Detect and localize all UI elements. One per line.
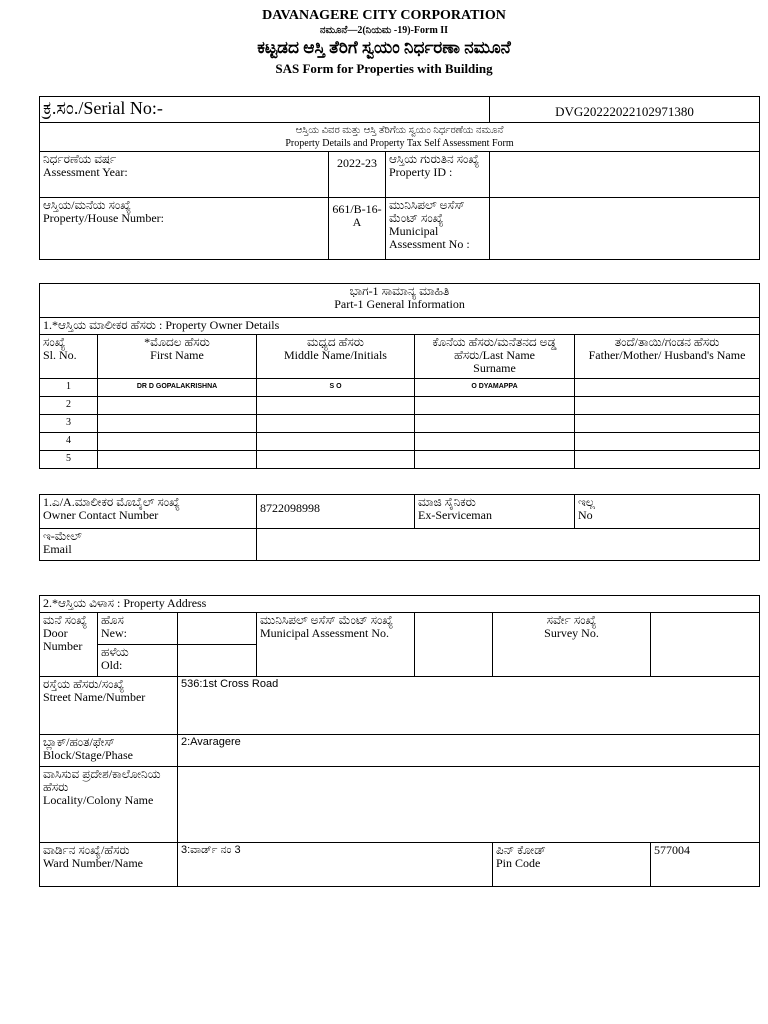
col-last-en: Surname [473, 361, 516, 375]
house-number-en: Property/House Number: [43, 211, 164, 225]
pin-kn: ಪಿನ್ ಕೋಡ್ [496, 843, 546, 857]
ex-val-kn: ಇಲ್ಲ [578, 495, 596, 509]
col-first-kn: *ಮೊದಲ ಹೆಸರು [144, 335, 210, 349]
corporation-name: DAVANAGERE CITY CORPORATION [262, 8, 506, 23]
house-number-value: 661/B-16-A [329, 198, 386, 260]
new-value [178, 613, 257, 645]
part1-heading-kn: ಭಾಗ-1 ಸಾಮಾನ್ಯ ಮಾಹಿತಿ [349, 284, 450, 298]
survey-no-value [651, 613, 760, 677]
municipal-assessment-label [257, 613, 415, 677]
ward-kn: ವಾರ್ಡಿನ ಸಂಖ್ಯೆ/ಹೆಸರು [43, 843, 130, 857]
street-value: 536:1st Cross Road [178, 677, 760, 735]
property-id-en: Property ID : [389, 165, 453, 179]
part1-heading [40, 284, 760, 318]
property-id-kn: ಆಸ್ತಿಯ ಗುರುತಿನ ಸಂಖ್ಯೆ [389, 152, 480, 166]
row-father-name [575, 451, 760, 469]
block-label [40, 735, 178, 767]
row-first-name: DR D GOPALAKRISHNA [98, 379, 257, 397]
municipal-no-kn: ಮುನಿಸಿಪಲ್ ಅಸೆಸ್ ಮೆಂಟ್ ಸಂಖ್ಯೆ [389, 198, 465, 225]
serial-label: ಕ್ರ.ಸಂ./Serial No:- [40, 97, 490, 123]
street-label [40, 677, 178, 735]
municipal-no-value [490, 198, 760, 260]
municipal-assessment-value [415, 613, 493, 677]
mobile-value: 8722098998 [257, 495, 415, 529]
ex-val-en: No [578, 508, 593, 522]
municipal-no-label [386, 198, 490, 260]
col-sl [40, 335, 98, 379]
house-number-label [40, 198, 329, 260]
email-label [40, 529, 257, 561]
locality-value [178, 767, 760, 843]
assessment-year-en: Assessment Year: [43, 165, 128, 179]
mobile-kn: 1.ಎ/A.ಮಾಲೀಕರ ಮೊಬೈಲ್ ಸಂಖ್ಯೆ [43, 495, 180, 509]
mun-en: Municipal Assessment No. [260, 626, 389, 640]
details-heading [40, 123, 760, 152]
email-en: Email [43, 542, 72, 556]
assessment-year-kn: ನಿರ್ಧರಣೆಯ ವರ್ಷ [43, 152, 117, 166]
municipal-no-en: Municipal Assessment No : [389, 224, 470, 251]
address-heading: 2.*ಆಸ್ತಿಯ ವಿಳಾಸ : Property Address [40, 596, 760, 613]
col-last-name [415, 335, 575, 379]
row-middle-name [257, 451, 415, 469]
assessment-year-value: 2022-23 [329, 152, 386, 198]
property-id-value [490, 152, 760, 198]
mobile-en: Owner Contact Number [43, 508, 159, 522]
mun-kn: ಮುನಿಸಿಪಲ್ ಅಸೆಸ್ ಮೆಂಟ್ ಸಂಖ್ಯೆ [260, 613, 394, 627]
row-father-name [575, 433, 760, 451]
col-first-name [98, 335, 257, 379]
old-label [98, 645, 178, 677]
table-row [40, 379, 760, 397]
survey-kn: ಸರ್ವೇ ಸಂಖ್ಯೆ [546, 613, 597, 627]
mobile-label [40, 495, 257, 529]
row-first-name [98, 397, 257, 415]
door-kn: ಮನೆ ಸಂಖ್ಯೆ [43, 613, 88, 627]
col-sl-en: Sl. No. [43, 348, 77, 362]
row-father-name [575, 379, 760, 397]
property-details-table [39, 96, 760, 260]
new-label [98, 613, 178, 645]
col-middle-kn: ಮಧ್ಯದ ಹೆಸರು [307, 335, 364, 349]
street-en: Street Name/Number [43, 690, 146, 704]
details-heading-en: Property Details and Property Tax Self Assessment Form [285, 138, 514, 149]
form-title-kannada: ಕಟ್ಟಡದ ಆಸ್ತಿ ತೆರಿಗೆ ಸ್ವಯಂ ನಿರ್ಧರಣಾ ನಮೂನೆ [257, 38, 511, 57]
row-first-name [98, 415, 257, 433]
table-row [40, 433, 760, 451]
form-rule: ನಮೂನೆ—2(ನಿಯಮ -19)-Form II [319, 25, 449, 36]
col-father-kn: ತಂದೆ/ತಾಯಿ/ಗಂಡನ ಹೆಸರು [614, 335, 720, 349]
table-row [40, 397, 760, 415]
owner-details-table [39, 283, 760, 469]
ward-en: Ward Number/Name [43, 856, 143, 870]
row-first-name [98, 451, 257, 469]
col-middle-name [257, 335, 415, 379]
row-father-name [575, 397, 760, 415]
ward-label [40, 843, 178, 887]
table-row [40, 415, 760, 433]
row-sl: 3 [40, 415, 98, 433]
col-sl-kn: ಸಂಖ್ಯೆ [43, 335, 66, 349]
block-en: Block/Stage/Phase [43, 748, 133, 762]
row-last-name [415, 397, 575, 415]
ward-value: 3:ವಾರ್ಡ್ ನಂ 3 [178, 843, 493, 887]
email-kn: ಇ-ಮೇಲ್ [43, 529, 82, 543]
row-middle-name: S O [257, 379, 415, 397]
ex-serviceman-label [415, 495, 575, 529]
table-row [40, 451, 760, 469]
house-number-kn: ಆಸ್ತಿಯ/ಮನೆಯ ಸಂಖ್ಯೆ [43, 198, 132, 212]
part1-heading-en: Part-1 General Information [334, 297, 465, 311]
old-en: Old: [101, 658, 123, 672]
col-middle-en: Middle Name/Initials [284, 348, 387, 362]
locality-en: Locality/Colony Name [43, 793, 154, 807]
details-heading-kn: ಆಸ್ತಿಯ ವಿವರ ಮತ್ತು ಆಸ್ತಿ ತೆರಿಗೆಯ ಸ್ವಯಂ ನಿರ್ಧರಣೆಯ ನಮೂನೆ [295, 125, 504, 136]
row-last-name [415, 415, 575, 433]
row-sl: 1 [40, 379, 98, 397]
email-value [257, 529, 760, 561]
street-kn: ರಸ್ತೆಯ ಹೆಸರು/ಸಂಖ್ಯೆ [43, 677, 125, 691]
form-title-english: SAS Form for Properties with Building [275, 61, 493, 76]
ex-serviceman-value [575, 495, 760, 529]
pin-en: Pin Code [496, 856, 541, 870]
address-table [39, 595, 760, 887]
pin-code-label [493, 843, 651, 887]
ex-kn: ಮಾಜಿ ಸೈನಿಕರು [418, 495, 476, 509]
new-kn: ಹೊಸ [101, 613, 124, 627]
col-father-en: Father/Mother/ Husband's Name [588, 348, 746, 362]
row-last-name [415, 451, 575, 469]
survey-no-label [493, 613, 651, 677]
locality-kn: ವಾಸಿಸುವ ಪ್ರದೇಶ/ಕಾಲೋನಿಯ ಹೆಸರು [43, 767, 161, 794]
block-value: 2:Avaragere [178, 735, 760, 767]
owner-section-heading: 1.*ಆಸ್ತಿಯ ಮಾಲೀಕರ ಹೆಸರು : Property Owner Details [40, 318, 760, 335]
serial-value: DVG20222022102971380 [490, 97, 760, 123]
survey-en: Survey No. [544, 626, 599, 640]
row-middle-name [257, 397, 415, 415]
col-first-en: First Name [150, 348, 204, 362]
row-sl: 2 [40, 397, 98, 415]
door-number-label [40, 613, 98, 677]
pin-code-value: 577004 [651, 843, 760, 887]
col-father-name [575, 335, 760, 379]
row-first-name [98, 433, 257, 451]
door-en: Door Number [43, 626, 83, 653]
old-kn: ಹಳೆಯ [101, 645, 129, 659]
row-sl: 4 [40, 433, 98, 451]
row-father-name [575, 415, 760, 433]
contact-table [39, 494, 760, 561]
old-value [178, 645, 257, 677]
assessment-year-label [40, 152, 329, 198]
col-last-kn: ಕೊನೆಯ ಹೆಸರು/ಮನೆತನದ ಅಡ್ಡ ಹೆಸರು/Last Name [432, 335, 557, 362]
property-id-label [386, 152, 490, 198]
locality-label [40, 767, 178, 843]
new-en: New: [101, 626, 127, 640]
row-last-name: O DYAMAPPA [415, 379, 575, 397]
row-middle-name [257, 415, 415, 433]
ex-en: Ex-Serviceman [418, 508, 492, 522]
row-middle-name [257, 433, 415, 451]
block-kn: ಬ್ಲಾಕ್/ಹಂತ/ಫೇಸ್ [43, 735, 115, 749]
row-last-name [415, 433, 575, 451]
row-sl: 5 [40, 451, 98, 469]
